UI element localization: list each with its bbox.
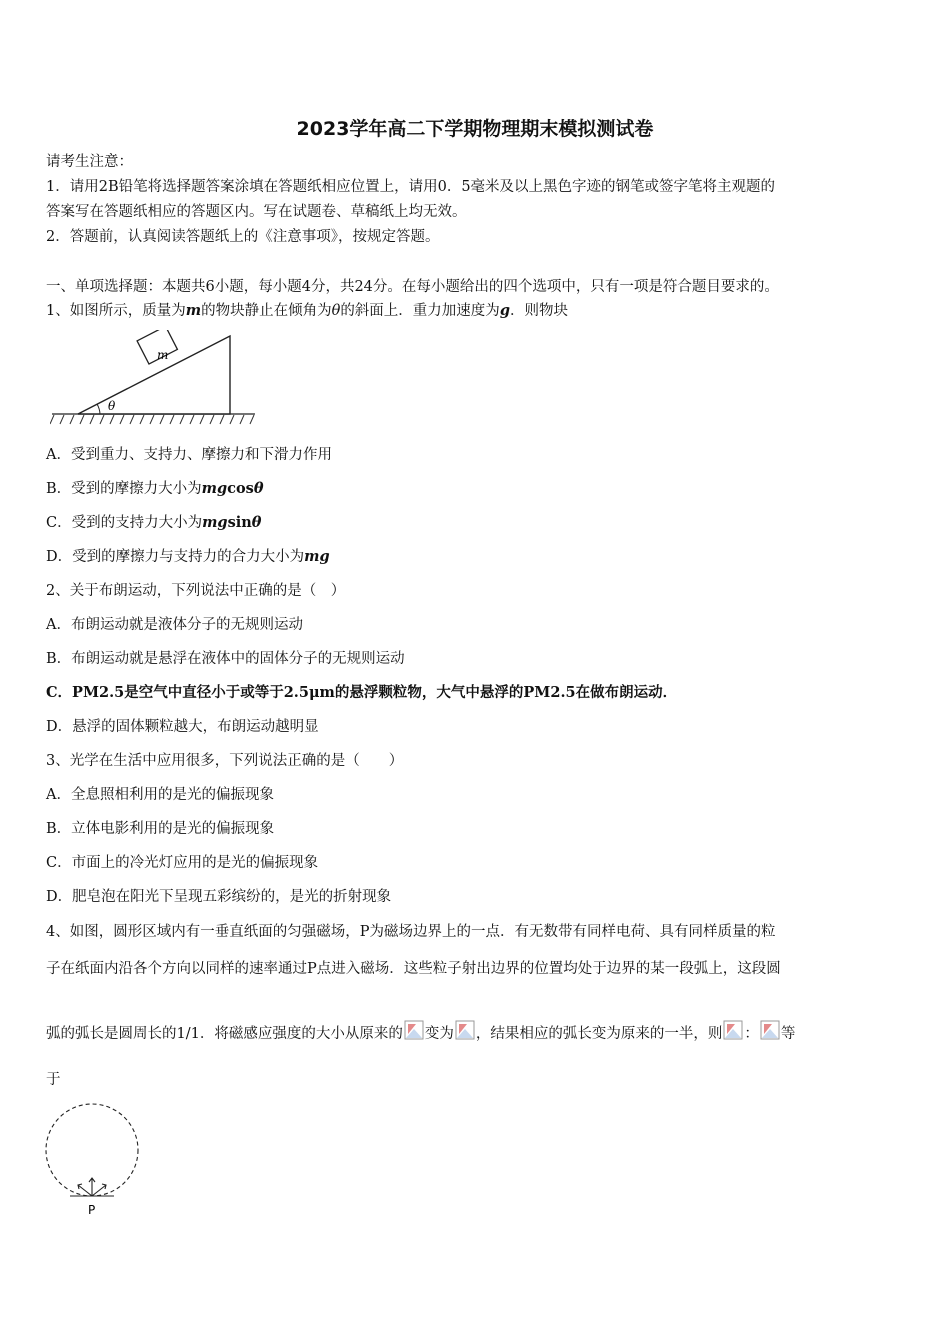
q4-text-a: 弧的弧长是圆周长的1/1．将磁感应强度的大小从原来的 bbox=[46, 1026, 403, 1042]
q1-d-mg: mg bbox=[304, 548, 330, 565]
q1-stem-a: 1、如图所示，质量为 bbox=[46, 303, 186, 319]
q1-theta-symbol: θ bbox=[331, 303, 341, 319]
q1-b-mg: mg bbox=[201, 480, 228, 497]
q3-option-d: D．肥皂泡在阳光下呈现五彩缤纷的，是光的折射现象 bbox=[46, 889, 392, 905]
q1-option-b bbox=[46, 479, 263, 499]
notice-item-2: 2．答题前，认真阅读答题纸上的《注意事项》，按规定答题。 bbox=[46, 229, 440, 245]
q1-option-c bbox=[46, 513, 261, 533]
q1-stem-b: 的物块静止在倾角为 bbox=[201, 303, 332, 319]
q1-option-d bbox=[46, 547, 330, 567]
q3-option-c: C．市面上的冷光灯应用的是光的偏振现象 bbox=[46, 855, 319, 871]
question-4-line-1: 4、如图，圆形区域内有一垂直纸面的匀强磁场，P为磁场边界上的一点．有无数带有同样电荷、具有同样质量的粒 bbox=[46, 924, 776, 940]
image-placeholder-icon bbox=[760, 1020, 780, 1042]
image-placeholder-icon bbox=[404, 1020, 424, 1042]
q4-text-d: ： bbox=[744, 1026, 759, 1042]
q2-option-c: C．PM2.5是空气中直径小于或等于2.5μm的悬浮颗粒物，大气中悬浮的PM2.5在做布朗运动． bbox=[46, 684, 678, 701]
q1-c-mg: mg bbox=[202, 514, 228, 531]
question-1-stem bbox=[46, 301, 568, 321]
q3-option-a: A．全息照相利用的是光的偏振现象 bbox=[46, 787, 274, 803]
ground-hatching bbox=[50, 415, 254, 424]
q2-option-b: B．布朗运动就是悬浮在液体中的固体分子的无规则运动 bbox=[46, 651, 405, 667]
q4-text-b: 变为 bbox=[424, 1026, 454, 1042]
block-label: m bbox=[157, 348, 169, 362]
q1-stem-c: 的斜面上．重力加速度为 bbox=[340, 303, 500, 319]
q1-option-a: A．受到重力、支持力、摩擦力和下滑力作用 bbox=[46, 447, 332, 463]
section-heading: 一、单项选择题：本题共6小题，每小题4分，共24分。在每小题给出的四个选项中，只有一项是符合题目要求的。 bbox=[46, 279, 779, 295]
notice-heading: 请考生注意： bbox=[46, 154, 133, 170]
magnetic-field-figure bbox=[40, 1098, 150, 1218]
q1-c-sin: sin bbox=[227, 514, 252, 531]
q2-option-a: A．布朗运动就是液体分子的无规则运动 bbox=[46, 617, 303, 633]
q1-stem-d: ．则物块 bbox=[509, 303, 568, 319]
q1-mass-symbol: m bbox=[185, 302, 202, 319]
q1-c-theta: θ bbox=[251, 514, 262, 531]
notice-item-1b: 答案写在答题纸相应的答题区内。写在试题卷、草稿纸上均无效。 bbox=[46, 204, 467, 220]
angle-label: θ bbox=[108, 399, 116, 413]
q1-g-symbol: g bbox=[499, 302, 510, 319]
q4-text-c: ，结果相应的弧长变为原来的一半，则 bbox=[475, 1026, 723, 1042]
question-3-stem: 3、光学在生活中应用很多，下列说法正确的是（ ） bbox=[46, 753, 404, 769]
incline-figure bbox=[50, 330, 260, 430]
q1-b-text: B．受到的摩擦力大小为 bbox=[46, 481, 202, 497]
point-p-label: P bbox=[88, 1203, 96, 1217]
q2-option-d: D．悬浮的固体颗粒越大，布朗运动越明显 bbox=[46, 719, 319, 735]
question-4-line-4: 于 bbox=[46, 1072, 61, 1088]
q4-text-e: 等 bbox=[780, 1026, 796, 1042]
q1-c-text: C．受到的支持力大小为 bbox=[46, 515, 203, 531]
q1-b-theta: θ bbox=[253, 480, 264, 497]
q1-b-cos: cos bbox=[227, 480, 254, 497]
q3-option-b: B．立体电影利用的是光的偏振现象 bbox=[46, 821, 275, 837]
page-title: 2023学年高二下学期物理期末模拟测试卷 bbox=[296, 118, 654, 140]
image-placeholder-icon bbox=[455, 1020, 475, 1042]
notice-item-1a: 1．请用2B铅笔将选择题答案涂填在答题纸相应位置上，请用0．5毫米及以上黑色字迹的钢笔或签字笔将主观题的 bbox=[46, 179, 776, 195]
question-2-stem: 2、关于布朗运动，下列说法中正确的是（ ） bbox=[46, 583, 346, 599]
q1-d-text: D．受到的摩擦力与支持力的合力大小为 bbox=[46, 549, 305, 565]
question-4-line-3 bbox=[46, 1020, 795, 1044]
image-placeholder-icon bbox=[723, 1020, 743, 1042]
question-4-line-2: 子在纸面内沿各个方向以同样的速率通过P点进入磁场．这些粒子射出边界的位置均处于边界的某一段弧上，这段圆 bbox=[46, 961, 781, 977]
